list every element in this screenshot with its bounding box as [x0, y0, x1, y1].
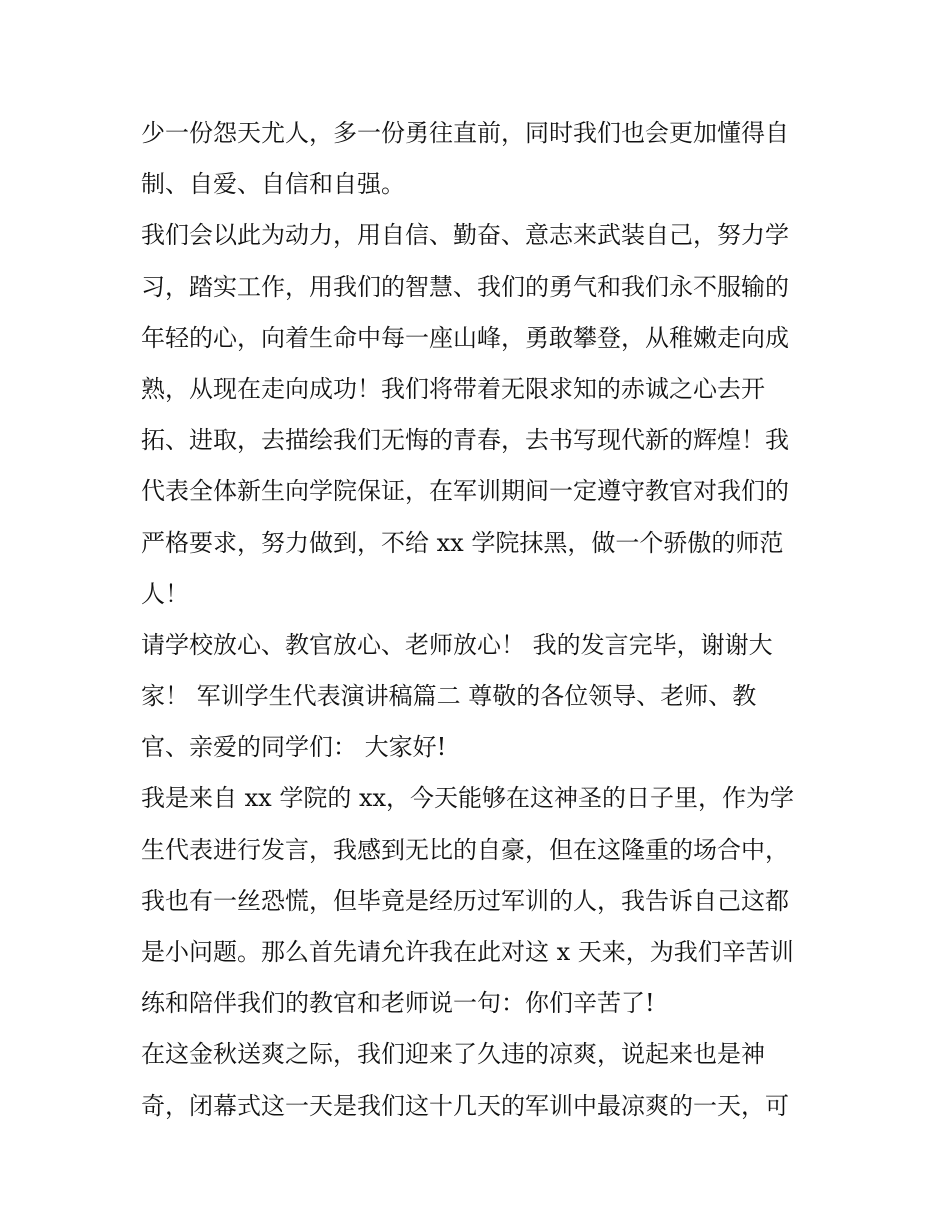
- text-line: 我是来自 xx 学院的 xx，今天能够在这神圣的日子里，作为学: [141, 784, 795, 813]
- speech-text: [141, 108, 821, 1132]
- text-line: 少一份怨天尤人，多一份勇往直前，同时我们也会更加懂得自: [141, 119, 789, 147]
- text-line: 代表全体新生向学院保证，在军训期间一定遵守教官对我们的: [141, 477, 789, 506]
- text-line: 练和陪伴我们的教官和老师说一句：你们辛苦了!: [141, 989, 655, 1018]
- text-line: 习，踏实工作，用我们的智慧、我们的勇气和我们永不服输的: [141, 272, 789, 301]
- text-line: 人！: [141, 579, 189, 608]
- text-line: 奇，闭幕式这一天是我们这十几天的军训中最凉爽的一天，可: [141, 1091, 789, 1120]
- text-line: 是小问题。那么首先请允许我在此对这 x 天来，为我们辛苦训: [141, 938, 794, 966]
- text-line: 我也有一丝恐慌，但毕竟是经历过军训的人，我告诉自己这都: [141, 886, 789, 915]
- text-line: 熟，从现在走向成功！我们将带着无限求知的赤诚之心去开: [141, 374, 765, 403]
- text-line: 拓、进取，去描绘我们无悔的青春，去书写现代新的辉煌！我: [141, 426, 789, 455]
- text-line: 家！ 军训学生代表演讲稿篇二 尊敬的各位领导、老师、教: [141, 682, 757, 711]
- text-line: 制、自爱、自信和自强。: [141, 170, 405, 199]
- text-line: 在这金秋送爽之际，我们迎来了久违的凉爽，说起来也是神: [141, 1040, 765, 1069]
- text-line: 生代表进行发言，我感到无比的自豪，但在这隆重的场合中，: [141, 835, 789, 864]
- text-line: 官、亲爱的同学们： 大家好!: [141, 733, 447, 762]
- text-line: 我们会以此为动力，用自信、勤奋、意志来武装自己，努力学: [141, 221, 789, 250]
- text-line: 年轻的心，向着生命中每一座山峰，勇敢攀登，从稚嫩走向成: [141, 323, 789, 352]
- text-line: 请学校放心、教官放心、老师放心！ 我的发言完毕，谢谢大: [141, 630, 773, 659]
- text-line: 严格要求，努力做到，不给 xx 学院抹黑，做一个骄傲的师范: [141, 528, 784, 557]
